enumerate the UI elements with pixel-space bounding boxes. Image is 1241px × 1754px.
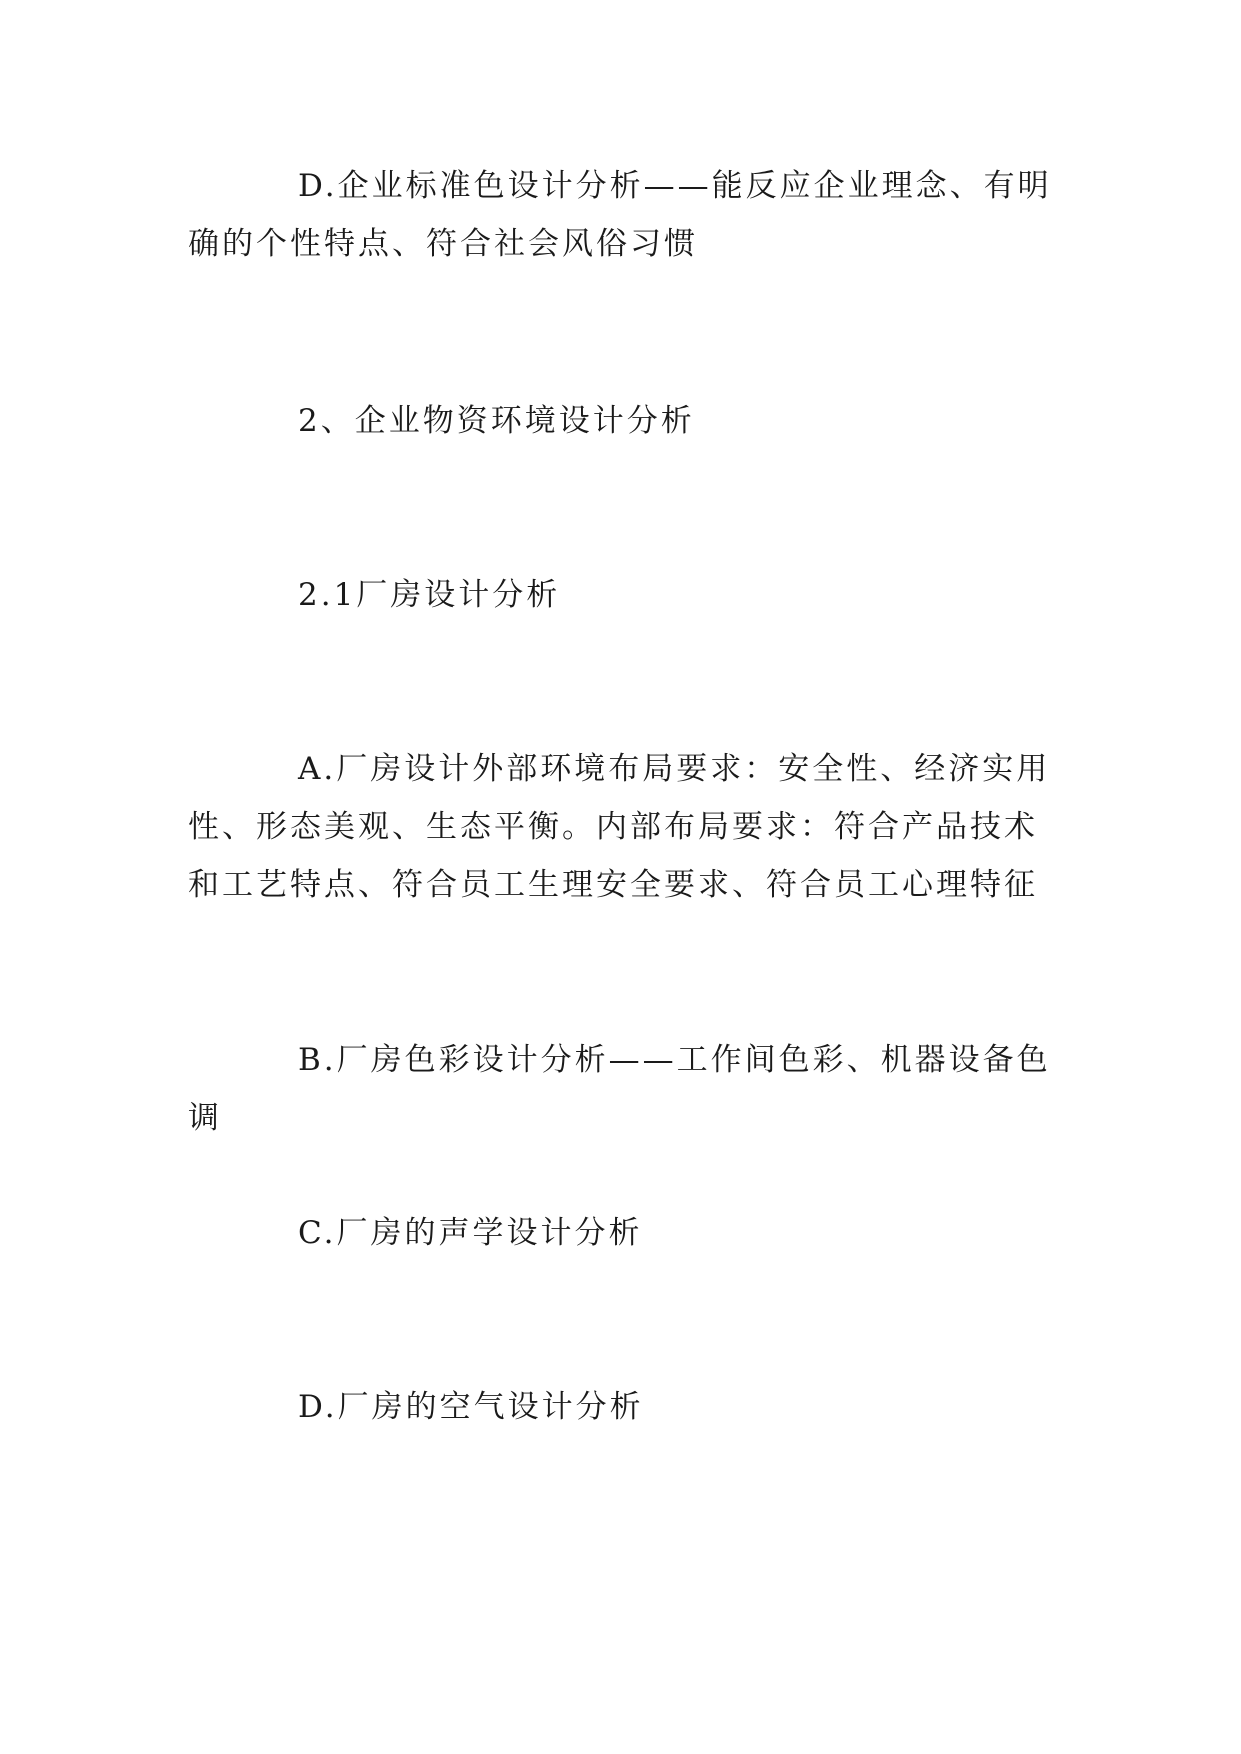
subsection-heading-factory-design: 2.1厂房设计分析	[298, 577, 561, 613]
section-heading-material-environment: 2、企业物资环境设计分析	[298, 403, 695, 439]
paragraph-standard-color-analysis: D.企业标准色设计分析——能反应企业理念、有明确的个性特点、符合社会风俗习惯	[188, 168, 1052, 262]
paragraph-factory-color-design: B.厂房色彩设计分析——工作间色彩、机器设备色调	[188, 1042, 1051, 1136]
paragraph-factory-acoustic-design: C.厂房的声学设计分析	[298, 1215, 643, 1251]
paragraph-factory-air-design: D.厂房的空气设计分析	[298, 1389, 644, 1425]
paragraph-factory-layout-requirements: A.厂房设计外部环境布局要求：安全性、经济实用性、形态美观、生态平衡。内部布局要求：符合产品技术和工艺特点、符合员工生理安全要求、符合员工心理特征	[188, 751, 1051, 903]
